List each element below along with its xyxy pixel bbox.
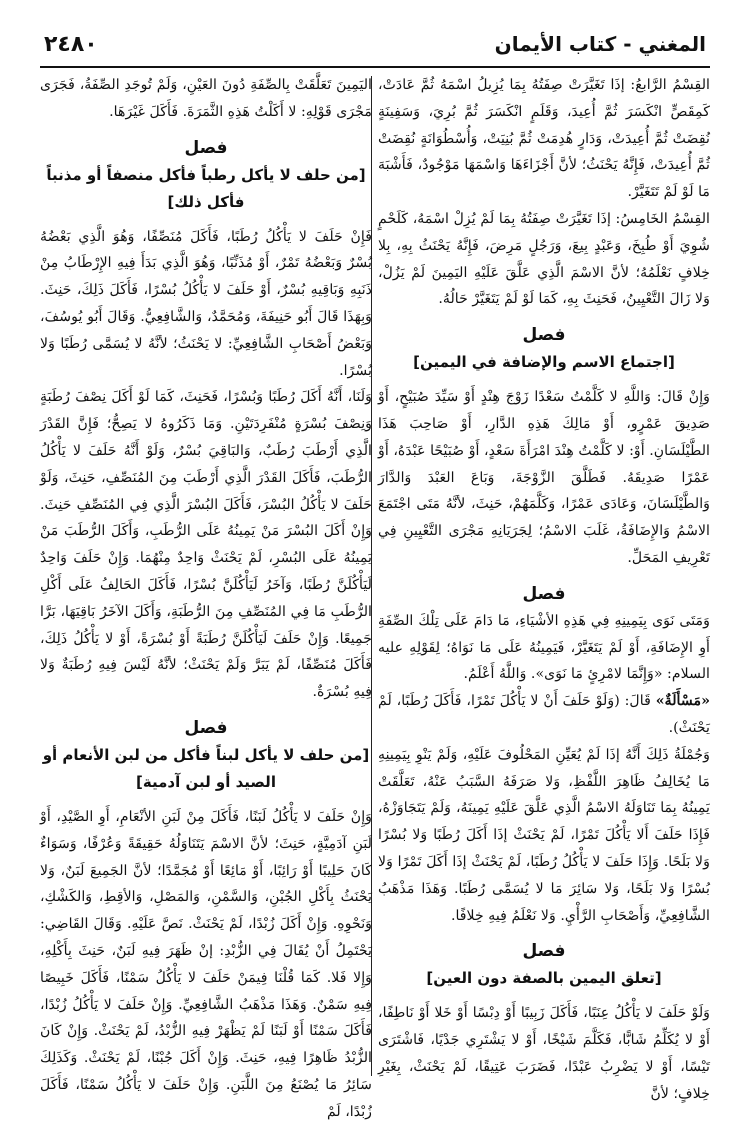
paragraph: وَإِنْ حَلَفَ لا يَأْكُلُ لَبَنًا، فَأَكَلَ مِنْ لَبَنِ الأنْعَامِ، أَوِ الصَّيْدِ، أَوْ لَبَنِ آدَمِيَّةٍ، حَنِثَ؛ لأنَّ الاسْمَ يَتَنَاوَلُهُ حَقِيقَةً وَعُرْفًا، وَسَوَاءٌ كَانَ حَلِيبًا أَوْ رَائِبًا، أَوْ مَائِعًا أَوْ مُجَمَّدًا؛ لأنَّ الجَمِيعَ لَبَنٌ، وَلا يَحْنَثُ بِأَكْلِ الجُبْنِ، وَالسَّمْنِ، وَالمَصْلِ، وَالأقِطِ، وَالكَشْكِ، وَنَحْوِهِ. وَإِنْ أَكَلَ زُبْدًا، لَمْ يَحْنَثْ. نَصَّ عَلَيْهِ. وَقَالَ القَاضِي: يَحْتَمِلُ أَنْ يُقَالَ فِي الزُّبْدِ: إنْ ظَهَرَ فِيهِ لَبَنٌ، حَنِثَ بِأَكْلِهِ، وَإِلا فَلا. كَمَا قُلْنَا فِيمَنْ حَلَفَ لا يَأْكُلُ سَمْنًا، فَأَكَلَ خَبِيصًا فِيهِ سَمْنٌ. وَهَذَا مَذْهَبُ الشَّافِعِيِّ. وَإِنْ حَلَفَ لا يَأْكُلُ زُبْدًا، فَأَكَلَ سَمْنًا أَوْ لَبَنًا لَمْ يَظْهَرْ فِيهِ الزُّبْدُ، لَمْ يَحْنَثْ. وَإِنْ كَانَ الزُّبْدُ ظَاهِرًا فِيهِ، حَنِثَ. وَإِنْ أَكَلَ جُبْنًا، لَمْ يَحْنَثْ. وَكَذَلِكَ سَائِرُ مَا يُصْنَعُ مِنَ اللَّبَنِ. وَإِنْ حَلَفَ لا يَأْكُلُ سَمْنًا، فَأَكَلَ زُبْدًا، لَمْ xyxy=(40,808,372,1120)
section-heading: فصل xyxy=(522,941,566,962)
paragraph: فَإِنْ حَلَفَ لا يَأْكُلُ رُطَبًا، فَأَكَلَ مُنَصِّفًا، وَهُوَ الَّذِي بَعْضُهُ بُسْرٌ وَبَعْضُهُ تَمْرٌ، أَوْ مُذَنِّبًا، وَهُوَ الَّذِي بَدَأَ فِيهِ الإِرْطَابُ مِنْ ذَنَبِهِ وَبَاقِيهِ بُسْرٌ، أَوْ حَلَفَ لا يَأْكُلُ بُسْرًا، فَأَكَلَ ذَلِكَ، حَنِثَ. وَبِهَذَا قَالَ أَبُو حَنِيفَةَ، وَمُحَمَّدٌ، وَالشَّافِعِيُّ. وَقَالَ أَبُو يُوسُفَ، وَبَعْضُ أَصْحَابِ الشَّافِعِيِّ: لا يَحْنَثُ؛ لأنَّهُ لا يُسَمَّى رُطَبًا وَلا بُسْرًا. xyxy=(40,228,372,379)
left-column xyxy=(40,72,372,1120)
page-header xyxy=(40,26,710,68)
paragraph: وَمَتَى نَوَى بِيَمِينِهِ فِي هَذِهِ الأشْيَاءِ، مَا دَامَ عَلَى تِلْكَ الصِّفَةِ أَوِ الإِضَافَةِ، أَوْ لَمْ يَتَغَيَّرْ، فَيَمِينُهُ عَلَى مَا نَوَاهُ؛ لِقَوْلِهِ عليه السلام: «وَإِنَّمَا لامْرِئٍ مَا نَوَى». وَاللَّهُ أَعْلَمُ. xyxy=(378,612,710,683)
section-subtitle: [من حلف لا يأكل لبناً فأكل من لبن الأنعام أو الصيد أو لبن آدمية] xyxy=(42,745,370,791)
paragraph: القِسْمُ الرَّابعُ: إذَا تَغَيَّرَتْ صِفَتُهُ بِمَا يُزِيلُ اسْمَهُ ثُمَّ عَادَتْ، كَمِقَصٍّ انْكَسَرَ ثُمَّ أُعِيدَ، وَقَلَمٍ انْكَسَرَ ثُمَّ بُرِيَ، وَسَفِينَةٍ نُقِضَتْ ثُمَّ أُعِيدَتْ، وَدَارٍ هُدِمَتْ ثُمَّ بُنِيَتْ، وَأُسْطُوَانَةٍ نُقِضَتْ ثُمَّ أُعِيدَتْ، فَإِنَّهُ يَحْنَثُ؛ لأنَّ أَجْزَاءَهَا وَاسْمَهَا مَوْجُودٌ، فَأَشْبَهَ مَا لَوْ لَمْ تَتَغَيَّرْ. xyxy=(378,77,710,201)
paragraph: وَلَوْ حَلَفَ لا يَأْكُلُ عِنَبًا، فَأَكَلَ زَبِيبًا أَوْ دِبْسًا أَوْ خَلا أَوْ نَاطِفًا، أَوْ لا يُكَلِّمُ شَابًّا، فَكَلَّمَ شَيْخًا، أَوْ لا يَشْتَرِي جَدْيًا، فَاشْتَرَى تَيْسًا، أَوْ لا يَضْرِبُ عَبْدًا، فَضَرَبَ عَتِيقًا، لَمْ يَحْنَثْ، بِغَيْرِ خِلافٍ؛ لأنَّ xyxy=(378,1005,710,1102)
section-subtitle: [اجتماع الاسم والإضافة في اليمين] xyxy=(413,353,675,372)
section-heading: فصل xyxy=(184,137,228,158)
section-heading: فصل xyxy=(522,583,566,604)
book-title: المغني xyxy=(638,32,706,56)
running-title xyxy=(495,32,706,56)
page-number: ٢٤٨٠ xyxy=(44,32,98,57)
section-subtitle: [من حلف لا يأكل رطباً فأكل منصفاً أو مذنباً فأكل ذلك] xyxy=(46,165,366,211)
paragraph: وَلَنَا، أَنَّهُ أَكَلَ رُطَبًا وَبُسْرًا، فَحَنِثَ، كَمَا لَوْ أَكَلَ نِصْفَ رُطَبَةٍ وَنِصْفَ بُسْرَةٍ مُنْفَرِدَتَيْنِ. وَمَا ذَكَرُوهُ لا يَصِحُّ؛ فَإِنَّ القَدْرَ الَّذِي أَرْطَبَ رُطَبٌ، وَالبَاقِيَ بُسْرٌ، وَلَوْ أَنَّهُ حَلَفَ لا يَأْكُلُ الرُّطَبَ، فَأَكَلَ القَدْرَ الَّذِي أَرْطَبَ مِنَ المُنَصِّفِ، حَنِثَ، وَلَوْ حَلَفَ لا يَأْكُلُ البُسْرَ، فَأَكَلَ البُسْرَ الَّذِي فِي المُنَصِّفِ حَنِثَ. وَإِنْ أَكَلَ البُسْرَ مَنْ يَمِينُهُ عَلَى الرُّطَبِ، وَأَكَلَ الرُّطَبَ مَنْ يَمِينُهُ عَلَى البُسْرِ، لَمْ يَحْنَثْ وَاحِدٌ مِنْهُمَا. وَإِنْ حَلَفَ وَاحِدٌ لَيَأْكُلَنَّ رُطَبًا، وَآخَرُ لَيَأْكُلَنَّ بُسْرًا، فَأَكَلَ الحَالِفُ عَلَى أَكْلِ الرُّطَبِ مَا فِي المُنَصِّفِ مِنَ الرُّطَبَةِ، وَأَكَلَ الآخَرُ بَاقِيَهَا، بَرَّا جَمِيعًا. وَإِنْ حَلَفَ لَيَأْكُلَنَّ رُطَبَةً أَوْ بُسْرَةً، أَوْ لا يَأْكُلُ ذَلِكَ، فَأَكَلَ مُنَصِّفًا، لَمْ يَبَرَّ وَلَمْ يَحْنَثْ؛ لأنَّهُ لَيْسَ فِيهِ رُطَبَةٌ وَلا فِيهِ بُسْرَةٌ. xyxy=(40,389,372,701)
section-heading: فصل xyxy=(184,717,228,738)
issue-text: قَالَ: (وَلَوْ حَلَفَ أَنْ لا يَأْكُلَ تَمْرًا، فَأَكَلَ رُطَبًا، لَمْ يَحْنَثْ). xyxy=(378,693,710,736)
issue-label: «مَسْأَلَةٌ» xyxy=(655,693,711,710)
section-heading: فصل xyxy=(522,325,566,346)
chapter-title: كتاب الأيمان xyxy=(494,32,617,56)
paragraph: وَإِنْ قَالَ: وَاللَّهِ لا كَلَّمْتُ سَعْدًا زَوْجَ هِنْدٍ أَوْ سَيِّدَ صُبَيْحٍ، أَوْ صَدِيقَ عَمْرٍو، أَوْ مَالِكَ هَذِهِ الدَّارِ، أَوْ صَاحِبَ هَذَا الطَّيْلَسَانِ. أَوْ: لا كَلَّمْتُ هِنْدَ امْرَأَةَ سَعْدٍ، أَوْ صُبَيْحًا عَبْدَهُ، أَوْ عَمْرًا صَدِيقَهُ. فَطَلَّقَ الزَّوْجَةَ، وَبَاعَ العَبْدَ وَالدَّارَ وَالطَّيْلَسَانَ، وَعَادَى عَمْرًا، وَكَلَّمَهُمْ، حَنِثَ، لأنَّهُ مَتَى اجْتَمَعَ الاسْمُ وَالإِضَافَةُ، غَلَبَ الاسْمُ؛ لِجَرَيَانِهِ مَجْرَى التَّعْيِينِ فِي تَعْرِيفِ المَحَلِّ. xyxy=(378,389,710,566)
paragraph: اليَمِينَ تَعَلَّقَتْ بِالصِّفَةِ دُونَ العَيْنِ، وَلَمْ تُوجَدِ الصِّفَةُ، فَجَرَى مَجْرَى قَوْلِهِ: لا أَكَلْتُ هَذِهِ الثَّمَرَةَ. فَأَكَلَ غَيْرَهَا. xyxy=(40,77,372,120)
paragraph: وَجُمْلَةُ ذَلِكَ أَنَّهُ إذَا لَمْ يُعَيِّنِ المَحْلُوفَ عَلَيْهِ، وَلَمْ يَنْوِ بِيَمِينِهِ مَا يُخَالِفُ ظَاهِرَ اللَّفْظِ، وَلا صَرَفَهُ السَّبَبُ عَنْهُ، تَعَلَّقَتْ يَمِينُهُ بِمَا تَنَاوَلَهُ الاسْمُ الَّذِي عَلَّقَ عَلَيْهِ يَمِينَهُ، وَلَمْ يَتَجَاوَزْهُ، فَإِذَا حَلَفَ أَلا يَأْكُلَ تَمْرًا، لَمْ يَحْنَثْ إذَا أَكَلَ رُطَبًا وَلا بُسْرًا وَلا بَلَحًا. وَإِذَا حَلَفَ لا يَأْكُلُ رُطَبًا، لَمْ يَحْنَثْ إذَا أَكَلَ تَمْرًا وَلا بُسْرًا وَلا بَلَحًا، وَلا سَائِرَ مَا لا يُسَمَّى رُطَبًا. وَهَذَا مَذْهَبُ الشَّافِعِيِّ، وَأَصْحَابِ الرَّأْيِ. وَلا نَعْلَمُ فِيهِ خِلافًا. xyxy=(378,746,710,924)
title-separator: - xyxy=(616,32,639,56)
right-column xyxy=(378,72,711,1102)
paragraph: القِسْمُ الخَامِسُ: إذَا تَغَيَّرَتْ صِفَتُهُ بِمَا لَمْ يُزِلْ اسْمَهُ، كَلَحْمٍ شُوِيَ أَوْ طُبِخَ، وَعَبْدٍ بِيعَ، وَرَجُلٍ مَرِضَ، فَإِنَّهُ يَحْنَثُ بِهِ، بِلا خِلافٍ نَعْلَمُهُ؛ لأنَّ الاسْمَ الَّذِي عَلَّقَ عَلَيْهِ اليَمِينَ لَمْ يَزُلْ، وَلا زَالَ التَّعْيِينُ، فَحَنِثَ بِهِ، كَمَا لَوْ لَمْ يَتَغَيَّرْ حَالُهُ. xyxy=(378,210,710,308)
paragraph xyxy=(378,688,710,742)
section-subtitle: [تعلق اليمين بالصفة دون العين] xyxy=(426,969,662,988)
